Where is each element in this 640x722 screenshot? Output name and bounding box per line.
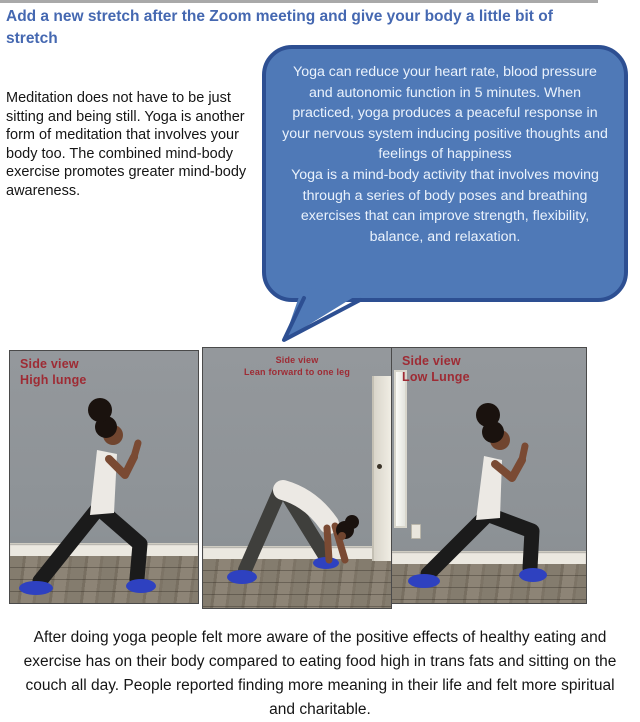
yoga-photo-low-lunge — [391, 347, 587, 604]
person-figure-high-lunge — [10, 351, 198, 603]
speech-bubble-tail — [270, 286, 380, 344]
yoga-photo-lean-forward — [202, 347, 392, 609]
speech-bubble-paragraph-2: Yoga is a mind-body activity that involves moving through a series of body poses and breathing exercises that can improve strength, flexibility, balance, and relaxation. — [291, 166, 599, 245]
closing-paragraph: After doing yoga people felt more aware of the positive effects of healthy eating and exercise has on their body compared to eating food high in trans fats and sitting on the couch all day. People reported finding more meaning in their life and felt more spiritual and charitable. — [23, 629, 617, 718]
photo-label-line2: Low Lunge — [402, 370, 470, 384]
yoga-photo-high-lunge — [9, 350, 199, 604]
person-figure-low-lunge — [392, 348, 586, 603]
photo-label-line1: Side view — [402, 354, 461, 368]
person-figure-lean-forward — [203, 348, 391, 608]
yoga-speech-bubble — [262, 45, 628, 302]
meditation-intro-paragraph: Meditation does not have to be just sitting and being still. Yoga is another form of meditation that involves your body too. The combined mind-body exercise promotes greater mind-body awareness. — [6, 90, 247, 199]
photo-label-low-lunge — [402, 353, 470, 385]
page-title: Add a new stretch after the Zoom meeting and give your body a little bit of stretch — [6, 8, 553, 47]
photo-label-line2: Lean forward to one leg — [243, 367, 351, 377]
photo-label-high-lunge — [20, 356, 87, 388]
photo-label-lean-forward — [203, 354, 391, 378]
slide-top-border — [0, 0, 598, 3]
speech-bubble-paragraph-1: Yoga can reduce your heart rate, blood pressure and autonomic function in 5 minutes. When practiced, yoga produces a peaceful response in your nervous system inducing positive thoughts and feelings of happiness — [282, 64, 608, 163]
photo-label-line1: Side view — [20, 357, 79, 371]
photo-label-line1: Side view — [275, 355, 319, 365]
photo-label-line2: High lunge — [20, 373, 87, 387]
